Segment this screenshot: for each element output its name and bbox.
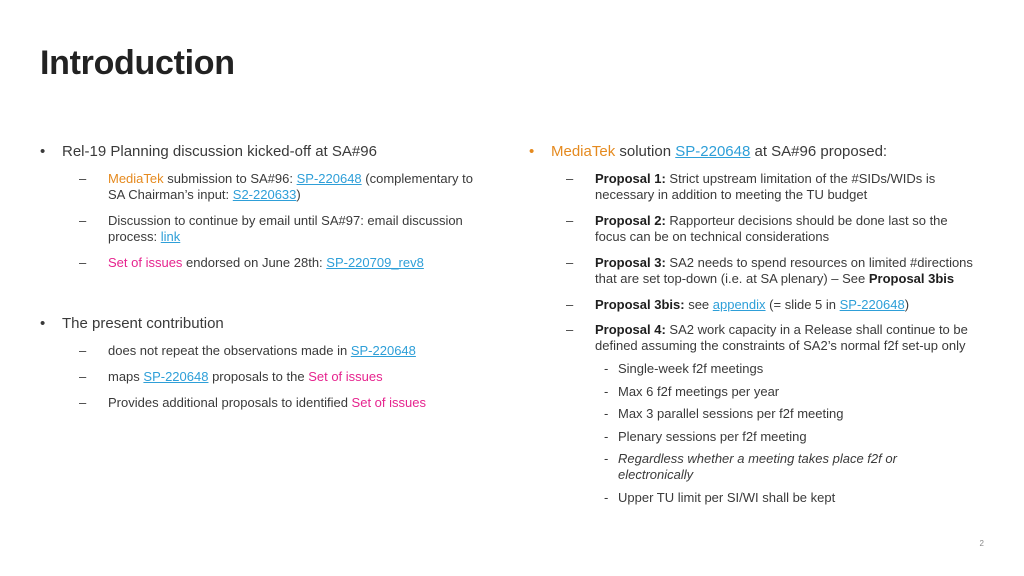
dash-icon: – — [79, 255, 87, 270]
dash-icon: – — [566, 297, 574, 312]
bullet-dot-icon: • — [40, 143, 46, 160]
left-item-maps: – maps SP-220648 proposals to the Set of issues — [79, 369, 383, 384]
proposal-1: – Proposal 1: Strict upstream limitation of the #SIDs/WIDs is necessary in addition to meeting the TU budget — [566, 171, 936, 202]
bullet-dot-icon: • — [40, 315, 46, 332]
sub-item-plenary: - Plenary sessions per f2f meeting — [604, 429, 807, 444]
dash-icon: – — [79, 171, 87, 186]
dash-icon: – — [79, 213, 87, 228]
dash-icon: – — [566, 255, 574, 270]
sub-item-single-week: - Single-week f2f meetings — [604, 361, 764, 376]
left-bullet-rel19: • Rel-19 Planning discussion kicked-off at SA#96 — [40, 143, 377, 160]
link-sp-220648[interactable]: SP-220648 — [350, 343, 416, 358]
left-bullet-present: • The present contribution — [40, 315, 224, 332]
bullet-dot-icon: • — [529, 143, 535, 160]
left-item-mediatek: – MediaTek submission to SA#96: SP-220648 (complementary to SA Chairman’s input: S2-220633) — [79, 171, 473, 202]
left-item-discussion: – Discussion to continue by email until SA#97: email discussion process: link — [79, 213, 463, 244]
dash-icon: – — [566, 213, 574, 228]
right-bullet-solution: • MediaTek solution SP-220648 at SA#96 proposed: — [529, 143, 888, 160]
dash-icon: - — [604, 451, 609, 466]
sub-item-max-3: - Max 3 parallel sessions per f2f meeting — [604, 406, 844, 421]
dash-icon: - — [604, 384, 609, 399]
dash-icon: – — [566, 171, 574, 186]
proposal-4: – Proposal 4: SA2 work capacity in a Release shall continue to be defined assuming the constraints of SA2’s normal f2f set-up only — [566, 322, 968, 353]
proposal-3: – Proposal 3: SA2 needs to spend resources on limited #directions that are set top-down (i.e. at SA plenary) – See Proposal 3bis — [566, 255, 973, 286]
dash-icon: – — [566, 322, 574, 337]
sub-item-max-6: - Max 6 f2f meetings per year — [604, 384, 780, 399]
link-sp-220648[interactable]: SP-220648 — [143, 369, 209, 384]
link-appendix[interactable]: appendix — [712, 297, 766, 312]
left-item-additional: – Provides additional proposals to identified Set of issues — [79, 395, 426, 410]
link-sp-220648[interactable]: SP-220648 — [296, 171, 362, 186]
dash-icon: – — [79, 369, 87, 384]
proposal-2: – Proposal 2: Rapporteur decisions should be done last so the focus can be on technical considerations — [566, 213, 948, 244]
sub-item-regardless: - Regardless whether a meeting takes place f2f or electronically — [604, 451, 897, 482]
dash-icon: - — [604, 361, 609, 376]
dash-icon: – — [79, 395, 87, 410]
left-item-no-repeat: – does not repeat the observations made in SP-220648 — [79, 343, 416, 358]
slide-title: Introduction — [40, 44, 235, 82]
proposal-3bis: – Proposal 3bis: see appendix (= slide 5 in SP-220648) — [566, 297, 910, 312]
left-item-set-of-issues: – Set of issues endorsed on June 28th: SP-220709_rev8 — [79, 255, 424, 270]
dash-icon: – — [79, 343, 87, 358]
dash-icon: - — [604, 490, 609, 505]
dash-icon: - — [604, 406, 609, 421]
link-email-process[interactable]: link — [160, 229, 181, 244]
link-sp-220648[interactable]: SP-220648 — [675, 143, 751, 160]
link-sp-220709-rev8[interactable]: SP-220709_rev8 — [326, 255, 424, 270]
sub-item-upper-tu: - Upper TU limit per SI/WI shall be kept — [604, 490, 836, 505]
page-number: 2 — [979, 539, 984, 548]
link-s2-220633[interactable]: S2-220633 — [232, 187, 297, 202]
dash-icon: - — [604, 429, 609, 444]
link-sp-220648[interactable]: SP-220648 — [839, 297, 905, 312]
